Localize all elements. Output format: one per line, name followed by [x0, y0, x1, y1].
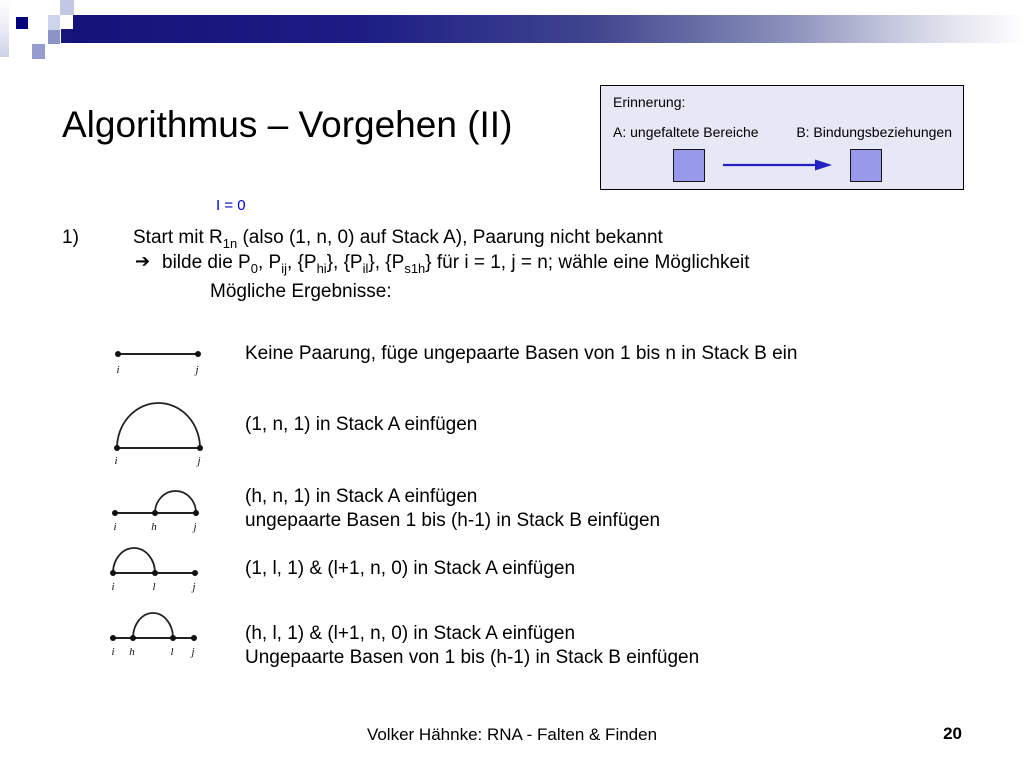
text-part: } für i = 1, j = n; wähle eine Möglichkeit — [425, 252, 750, 273]
stack-b-square — [850, 149, 882, 182]
diagram-label: j — [193, 521, 197, 533]
deco-square-blue-mid — [48, 30, 60, 44]
diagram-label: j — [197, 455, 201, 467]
diagram-arc-left — [105, 540, 215, 594]
text-part: }, {P — [368, 252, 405, 273]
result-line: (1, n, 1) in Stack A einfügen — [245, 414, 478, 435]
reminder-box — [600, 85, 964, 190]
subscript: 0 — [250, 260, 258, 276]
subscript: s1h — [404, 260, 426, 276]
diagram-label: i — [113, 521, 117, 533]
diagram-arc-right — [105, 478, 215, 534]
text-part: }, {P — [326, 252, 363, 273]
deco-top-bar-extension — [61, 29, 73, 43]
text-part: bilde die P — [162, 252, 251, 273]
arrow-bullet-icon: ➔ — [135, 251, 151, 271]
arrow-right-icon — [719, 157, 837, 173]
result-line: Ungepaarte Basen von 1 bis (h-1) in Stack B einfügen — [245, 647, 700, 668]
page-title: Algorithmus – Vorgehen (II) — [62, 104, 513, 145]
subscript: hi — [316, 260, 327, 276]
result-text-2 — [245, 413, 477, 437]
diagram-arc-middle — [105, 605, 215, 661]
diagram-no-pairing — [105, 338, 215, 378]
subscript: 1n — [222, 235, 238, 251]
result-line: ungepaarte Basen 1 bis (h-1) in Stack B einfügen — [245, 510, 661, 531]
diagram-label: l — [152, 581, 156, 593]
diagram-label: l — [170, 646, 174, 658]
level-annotation: I = 0 — [216, 197, 246, 214]
diagram-label: j — [192, 581, 196, 593]
result-line: (h, n, 1) in Stack A einfügen — [245, 486, 478, 507]
step-line-1 — [133, 227, 663, 249]
result-line: (1, l, 1) & (l+1, n, 0) in Stack A einfügen — [245, 558, 576, 579]
text-part: , P — [257, 252, 282, 273]
result-text-4 — [245, 557, 575, 581]
diagram-label: j — [191, 646, 195, 658]
result-line: (h, l, 1) & (l+1, n, 0) in Stack A einfügen — [245, 623, 576, 644]
diagram-label: h — [151, 521, 157, 533]
stack-a-square — [673, 149, 705, 182]
diagram-label: j — [195, 364, 199, 376]
result-text-1 — [245, 342, 797, 366]
deco-square-lavender-left — [48, 15, 60, 30]
diagram-label: i — [116, 364, 120, 376]
results-heading: Mögliche Ergebnisse: — [210, 281, 392, 302]
deco-gradient-strip — [0, 0, 9, 57]
deco-square-blue-low — [32, 44, 45, 59]
result-line: Keine Paarung, füge ungepaarte Basen von 1 bis n in Stack B ein — [245, 343, 798, 364]
reminder-label-stack-a: A: ungefaltete Bereiche — [613, 124, 759, 140]
deco-top-bar — [73, 15, 1024, 43]
diagram-label: i — [114, 455, 118, 467]
reminder-label-stack-b: B: Bindungsbeziehungen — [796, 124, 952, 140]
step-number: 1) — [62, 227, 79, 248]
diagram-label: i — [111, 646, 115, 658]
reminder-box-title: Erinnerung: — [613, 94, 686, 110]
result-text-3 — [245, 485, 660, 533]
text-part: , {P — [286, 252, 317, 273]
text-part: Start mit R — [133, 227, 223, 248]
footer-text: Volker Hähnke: RNA - Falten & Finden — [366, 725, 658, 744]
diagram-label: i — [111, 581, 115, 593]
step-line-2 — [162, 252, 750, 274]
deco-square-lavender-top — [60, 0, 74, 15]
page-number: 20 — [943, 724, 962, 743]
subscript: ij — [281, 260, 287, 276]
subscript: il — [362, 260, 369, 276]
diagram-full-arc — [105, 398, 215, 468]
text-part: (also (1, n, 0) auf Stack A), Paarung nicht bekannt — [237, 227, 663, 248]
result-text-5 — [245, 622, 699, 670]
diagram-label: h — [129, 646, 135, 658]
deco-square-navy — [16, 17, 28, 29]
